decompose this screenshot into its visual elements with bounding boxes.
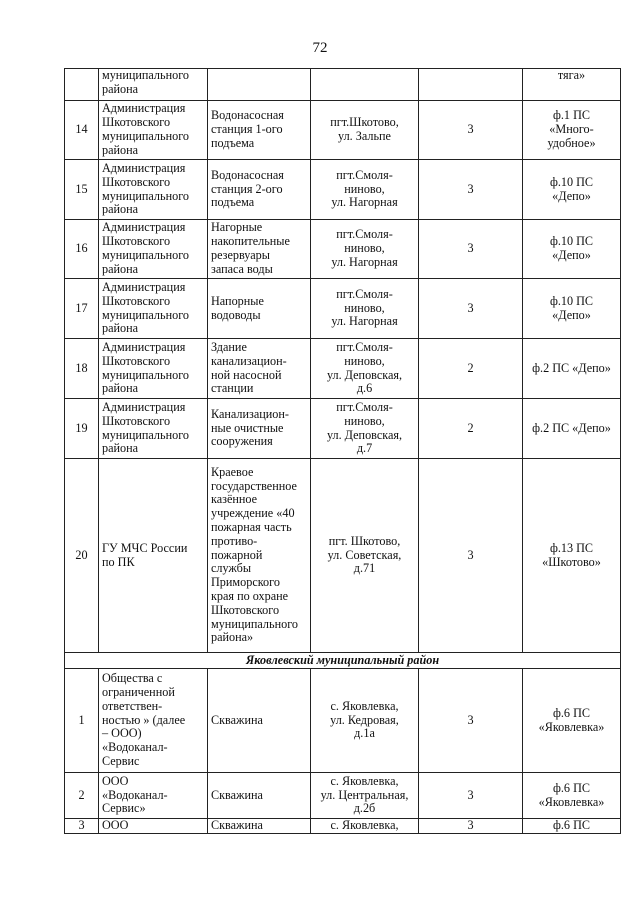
cell-number: 17	[65, 279, 99, 339]
table-row	[65, 220, 621, 279]
section-header-row	[65, 653, 621, 669]
cell-category: 3	[419, 773, 523, 819]
cell-object	[208, 69, 311, 101]
cell-feeder: ф.2 ПС «Депо»	[523, 399, 621, 459]
cell-object: Водонасосная станция 1-ого подъема	[208, 101, 311, 160]
cell-number: 18	[65, 339, 99, 399]
cell-number: 14	[65, 101, 99, 160]
facilities-table	[64, 68, 621, 834]
cell-feeder: ф.6 ПС «Яковлевка»	[523, 773, 621, 819]
cell-address: пгт.Смоля- ниново, ул. Нагорная	[311, 160, 419, 220]
cell-category: 3	[419, 669, 523, 773]
cell-number: 15	[65, 160, 99, 220]
cell-category: 3	[419, 101, 523, 160]
table-row	[65, 773, 621, 819]
cell-organization: муниципального района	[99, 69, 208, 101]
cell-number: 3	[65, 819, 99, 834]
table-row	[65, 399, 621, 459]
table-row	[65, 669, 621, 773]
cell-number: 1	[65, 669, 99, 773]
cell-address: с. Яковлевка, ул. Кедровая, д.1а	[311, 669, 419, 773]
cell-feeder: ф.10 ПС «Депо»	[523, 160, 621, 220]
cell-object: Скважина	[208, 669, 311, 773]
cell-object: Скважина	[208, 773, 311, 819]
cell-feeder: тяга»	[523, 69, 621, 101]
cell-organization: Администрация Шкотовского муниципального района	[99, 160, 208, 220]
cell-category: 3	[419, 819, 523, 834]
cell-object: Нагорные накопительные резервуары запаса воды	[208, 220, 311, 279]
cell-feeder: ф.2 ПС «Депо»	[523, 339, 621, 399]
cell-object: Водонасосная станция 2-ого подъема	[208, 160, 311, 220]
cell-number: 16	[65, 220, 99, 279]
table-row-continuation	[65, 69, 621, 101]
cell-category: 2	[419, 399, 523, 459]
cell-number: 2	[65, 773, 99, 819]
table-row	[65, 160, 621, 220]
cell-organization: Администрация Шкотовского муниципального района	[99, 279, 208, 339]
cell-number	[65, 69, 99, 101]
cell-number: 19	[65, 399, 99, 459]
cell-address: пгт.Смоля- ниново, ул. Нагорная	[311, 220, 419, 279]
cell-address: пгт.Смоля- ниново, ул. Деповская, д.6	[311, 339, 419, 399]
cell-organization: ООО «Водоканал- Сервис»	[99, 773, 208, 819]
cell-organization: Администрация Шкотовского муниципального района	[99, 399, 208, 459]
cell-category: 3	[419, 279, 523, 339]
cell-category: 3	[419, 220, 523, 279]
table-row	[65, 101, 621, 160]
cell-object: Напорные водоводы	[208, 279, 311, 339]
cell-address: пгт.Смоля- ниново, ул. Нагорная	[311, 279, 419, 339]
table-body	[65, 69, 621, 834]
cell-category: 2	[419, 339, 523, 399]
table-row	[65, 459, 621, 653]
cell-object: Краевое государственное казённое учреждение «40 пожарная часть противо- пожарной службы Приморского края по охране Шкотовского муниципального района»	[208, 459, 311, 653]
table-row	[65, 819, 621, 834]
table-row	[65, 339, 621, 399]
cell-category	[419, 69, 523, 101]
cell-feeder: ф.10 ПС «Депо»	[523, 220, 621, 279]
cell-organization: ГУ МЧС России по ПК	[99, 459, 208, 653]
cell-object: Канализацион- ные очистные сооружения	[208, 399, 311, 459]
cell-object: Скважина	[208, 819, 311, 834]
cell-address	[311, 69, 419, 101]
cell-organization: ООО	[99, 819, 208, 834]
cell-number: 20	[65, 459, 99, 653]
cell-address: с. Яковлевка, ул. Центральная, д.2б	[311, 773, 419, 819]
cell-organization: Общества с ограниченной ответствен- ностью » (далее – ООО) «Водоканал- Сервис	[99, 669, 208, 773]
table-row	[65, 279, 621, 339]
cell-organization: Администрация Шкотовского муниципального района	[99, 339, 208, 399]
cell-category: 3	[419, 160, 523, 220]
cell-feeder: ф.6 ПС «Яковлевка»	[523, 669, 621, 773]
cell-object: Здание канализацион- ной насосной станции	[208, 339, 311, 399]
cell-address: пгт.Шкотово, ул. Зальпе	[311, 101, 419, 160]
page-number: 72	[312, 40, 328, 56]
cell-address: пгт.Смоля- ниново, ул. Деповская, д.7	[311, 399, 419, 459]
cell-feeder: ф.10 ПС «Депо»	[523, 279, 621, 339]
cell-feeder: ф.6 ПС	[523, 819, 621, 834]
cell-feeder: ф.13 ПС «Шкотово»	[523, 459, 621, 653]
cell-address: пгт. Шкотово, ул. Советская, д.71	[311, 459, 419, 653]
cell-feeder: ф.1 ПС «Много- удобное»	[523, 101, 621, 160]
cell-organization: Администрация Шкотовского муниципального района	[99, 220, 208, 279]
cell-address: с. Яковлевка,	[311, 819, 419, 834]
cell-organization: Администрация Шкотовского муниципального района	[99, 101, 208, 160]
section-title: Яковлевский муниципальный район	[65, 653, 621, 669]
cell-category: 3	[419, 459, 523, 653]
